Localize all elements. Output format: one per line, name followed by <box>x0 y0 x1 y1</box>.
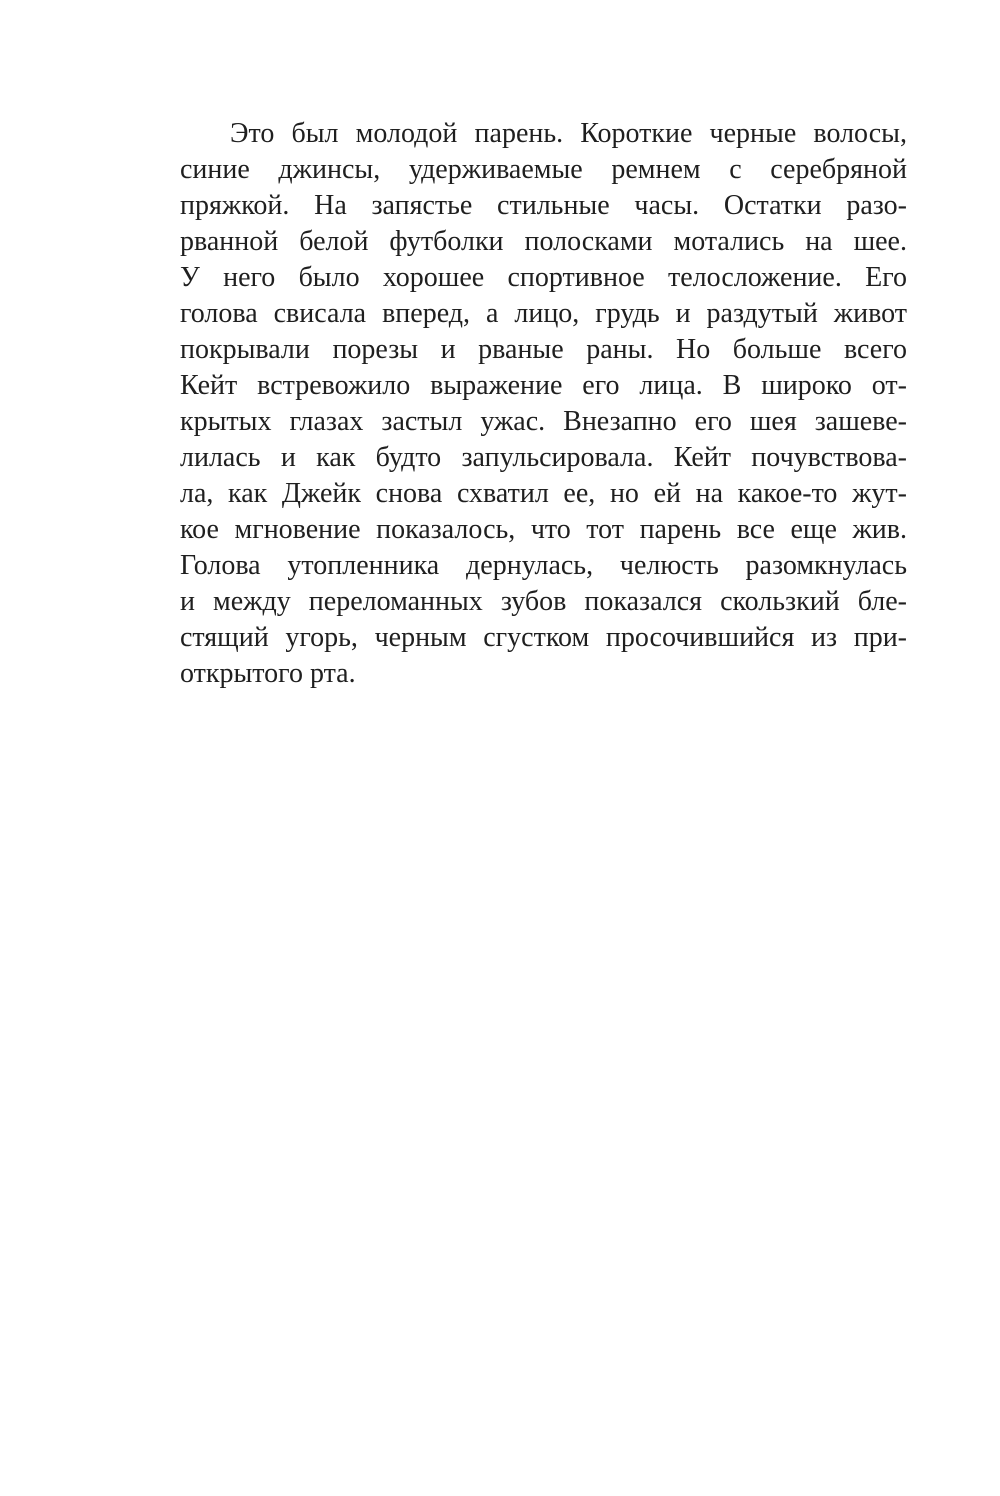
text-line: У него было хорошее спортивное телосложение. Его <box>180 262 907 293</box>
text-line: крытых глазах застыл ужас. Внезапно его шея зашеве- <box>180 406 907 437</box>
text-line: Голова утопленника дернулась, челюсть разомкнулась <box>180 550 907 581</box>
text-line: пряжкой. На запястье стильные часы. Остатки разо- <box>180 190 907 221</box>
text-line: ла, как Джейк снова схватил ее, но ей на какое-то жут- <box>180 478 907 509</box>
text-line: голова свисала вперед, а лицо, грудь и раздутый живот <box>180 298 907 329</box>
text-line: кое мгновение показалось, что тот парень все еще жив. <box>180 514 907 545</box>
text-line: лилась и как будто запульсировала. Кейт почувствова- <box>180 442 907 473</box>
text-line: Это был молодой парень. Короткие черные волосы, <box>230 118 907 149</box>
paragraph <box>180 116 907 692</box>
text-line: покрывали порезы и рваные раны. Но больше всего <box>180 334 907 365</box>
text-line: открытого рта. <box>180 658 356 689</box>
text-line: синие джинсы, удерживаемые ремнем с серебряной <box>180 154 907 185</box>
text-line: и между переломанных зубов показался скользкий бле- <box>180 586 907 617</box>
text-line: Кейт встревожило выражение его лица. В широко от- <box>180 370 907 401</box>
text-line: рванной белой футболки полосками мотались на шее. <box>180 226 907 257</box>
text-line: стящий угорь, черным сгустком просочившийся из при- <box>180 622 907 653</box>
